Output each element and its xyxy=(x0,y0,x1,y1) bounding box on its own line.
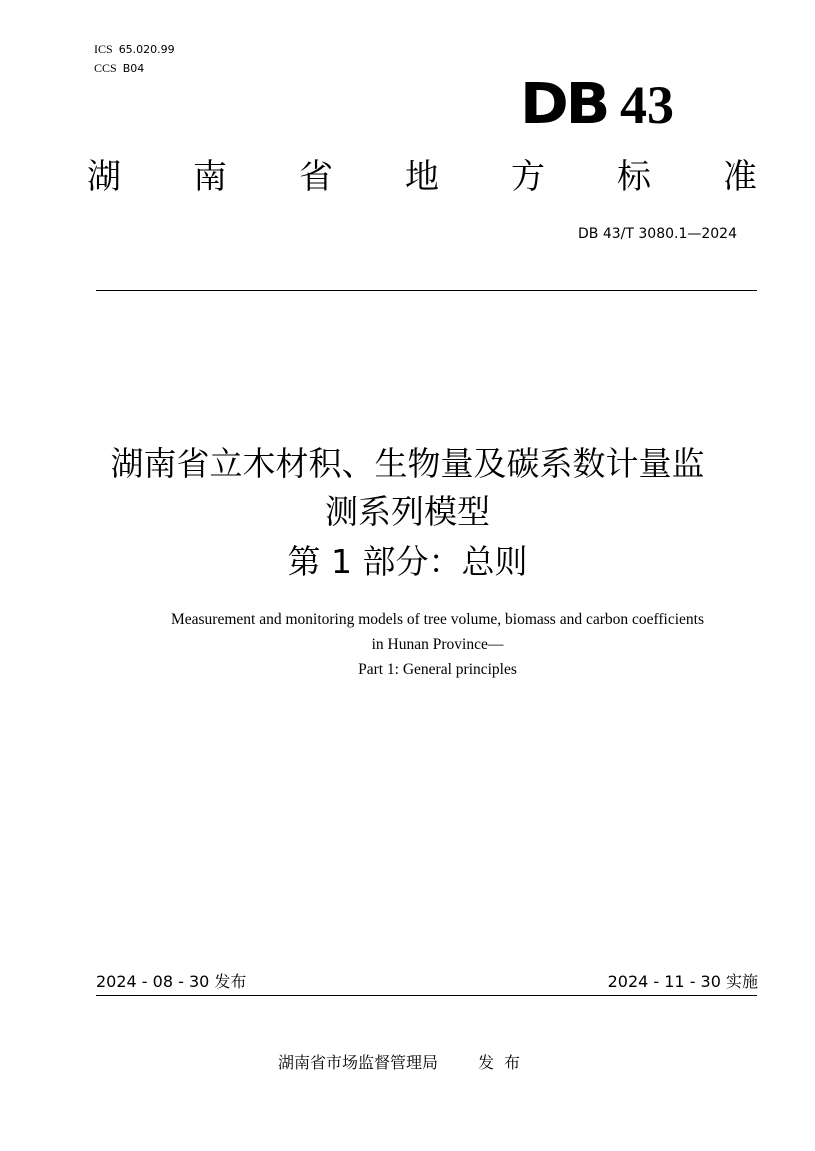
ccs-line xyxy=(94,61,144,76)
standard-type-char: 南 xyxy=(193,157,227,197)
ics-line xyxy=(94,42,175,57)
title-zh-line3: 第 1 部分：总则 xyxy=(287,542,528,581)
standard-type-char: 省 xyxy=(299,157,333,197)
standard-type-char: 准 xyxy=(723,157,757,197)
standard-type xyxy=(87,152,757,202)
bottom-divider xyxy=(96,995,757,996)
standard-type-char: 湖 xyxy=(87,157,121,197)
standard-number: DB 43/T 3080.1—2024 xyxy=(578,226,737,242)
logo-number: 43 xyxy=(620,75,674,135)
title-zh-line1: 湖南省立木材积、生物量及碳系数计量监 xyxy=(110,444,705,483)
title-en-line1: Measurement and monitoring models of tree volume, biomass and carbon coefficients xyxy=(170,611,705,628)
db43-logo xyxy=(520,72,710,137)
ics-label: ICS xyxy=(94,42,113,56)
top-divider xyxy=(96,290,757,291)
standard-type-char: 方 xyxy=(511,157,545,197)
publisher-name: 湖南省市场监督管理局 xyxy=(278,1053,439,1072)
ics-code: 65.020.99 xyxy=(118,43,175,56)
standard-type-char: 地 xyxy=(405,157,439,197)
title-en-line3: Part 1: General principles xyxy=(358,661,517,678)
standard-type-char: 标 xyxy=(617,157,651,197)
title-en-line2: in Hunan Province— xyxy=(371,636,504,653)
title-zh-line2: 测系列模型 xyxy=(325,492,490,531)
publisher xyxy=(278,1052,530,1074)
publisher-action: 发布 xyxy=(478,1053,531,1072)
implement-date: 2024 - 11 - 30 实施 xyxy=(607,972,758,991)
ccs-code: B04 xyxy=(122,62,145,75)
issue-date: 2024 - 08 - 30 发布 xyxy=(96,972,247,991)
logo-prefix: DB xyxy=(520,72,608,137)
ccs-label: CCS xyxy=(94,61,117,75)
